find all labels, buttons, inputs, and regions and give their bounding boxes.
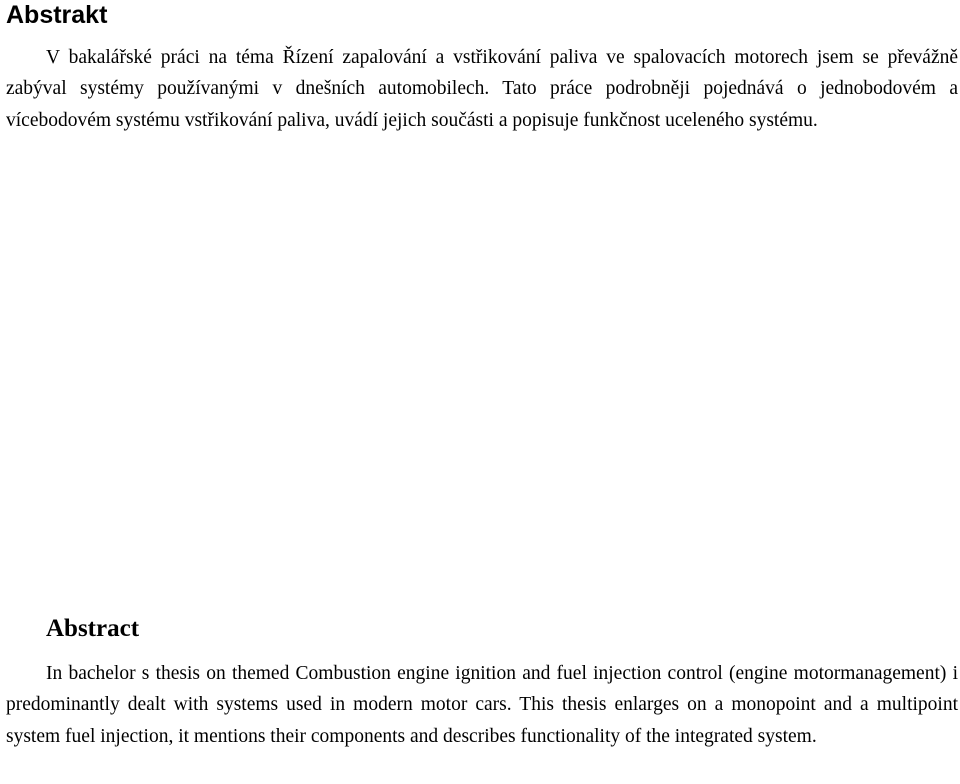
abstract-czech-paragraph: V bakalářské práci na téma Řízení zapalování a vstřikování paliva ve spalovacích motorech jsem se převážně zabýval systémy používanými v dnešních automobilech. Tato práce podrobněji pojednává o jednobodovém a vícebodovém systému vstřikování paliva, uvádí jejich součásti a popisuje funkčnost uceleného systému. xyxy=(6,47,958,131)
abstract-czech-section xyxy=(6,0,958,136)
abstract-english-heading: Abstract xyxy=(46,615,140,642)
abstract-english-paragraph: In bachelor s thesis on themed Combustion engine ignition and fuel injection control (engine motormanagement) i predominantly dealt with systems used in modern motor cars. This thesis enlarges on a monopoint and a multipoint system fuel injection, it mentions their components and describes functionality of the integrated system. xyxy=(6,663,958,747)
abstract-czech-heading: Abstrakt xyxy=(6,1,108,29)
abstract-english-section xyxy=(6,614,958,752)
